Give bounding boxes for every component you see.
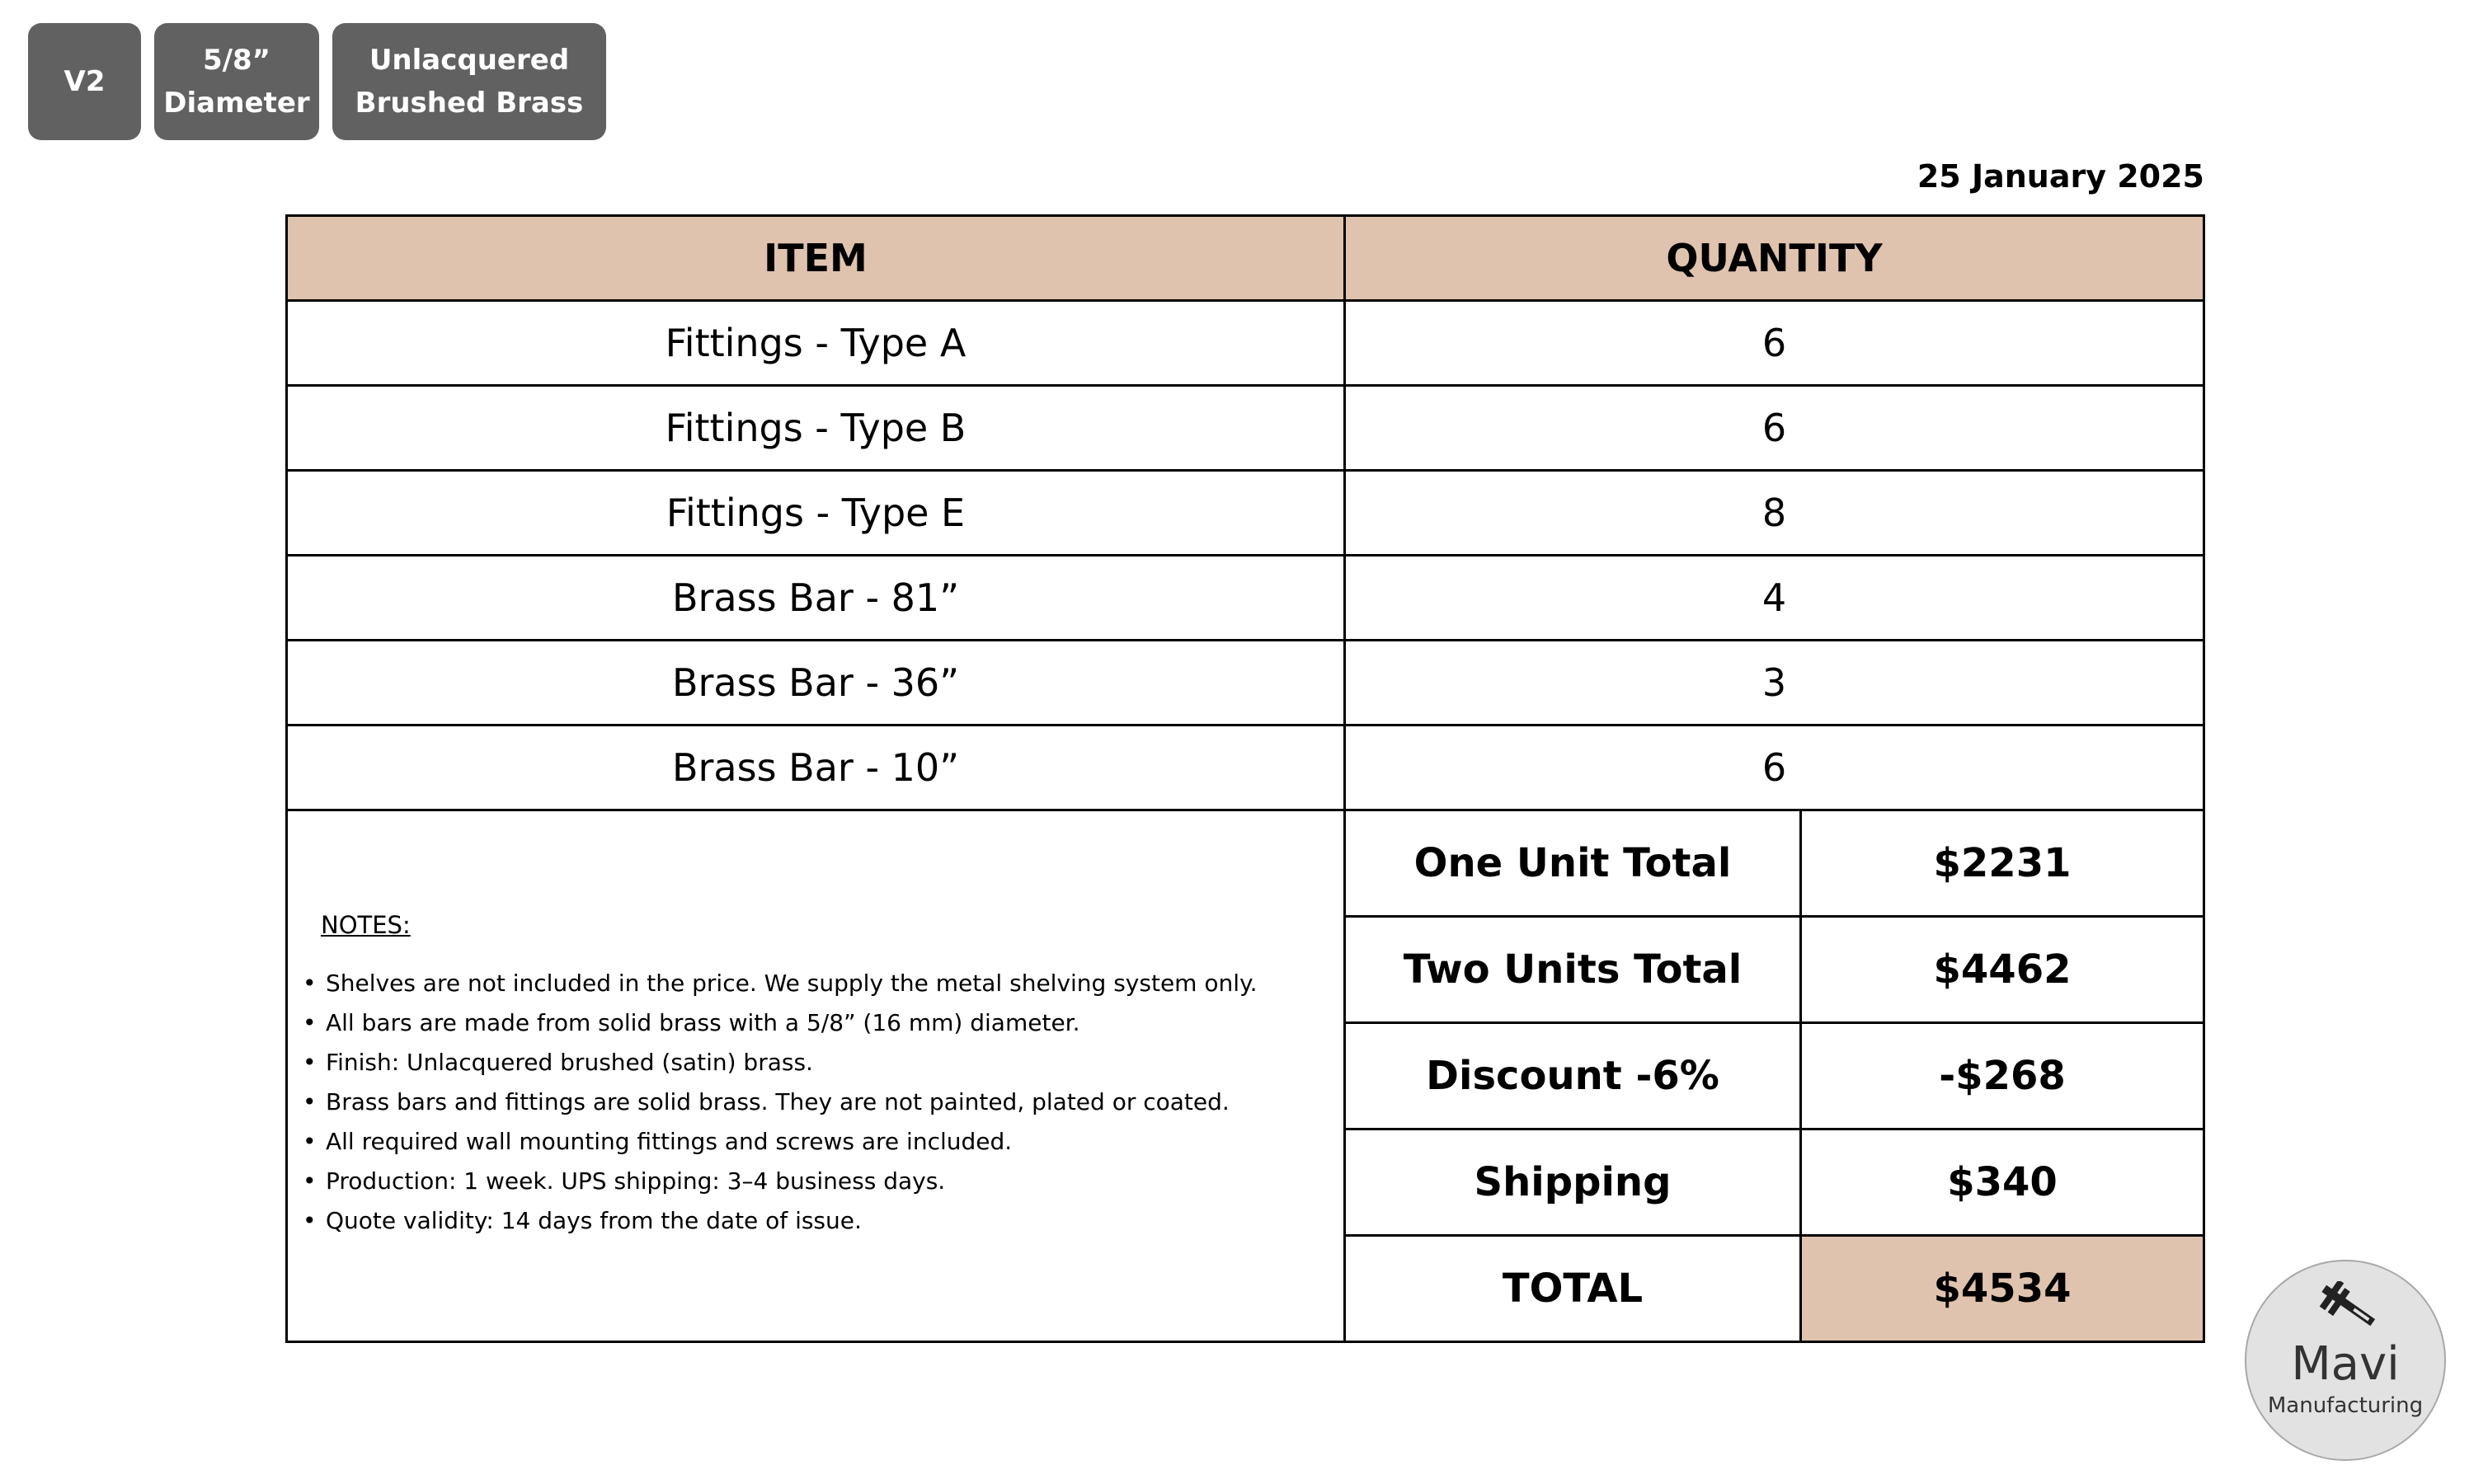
notes-title: NOTES: bbox=[321, 911, 411, 939]
total-value: $4534 bbox=[1801, 1236, 2204, 1342]
summary-label: Discount -6% bbox=[1345, 1023, 1801, 1129]
item-cell: Fittings - Type B bbox=[287, 386, 1345, 471]
table-row bbox=[287, 726, 2204, 810]
version-tag-line: V2 bbox=[63, 65, 106, 98]
summary-label: One Unit Total bbox=[1345, 810, 1801, 917]
summary-row-one-unit bbox=[287, 810, 2204, 917]
company-logo bbox=[2245, 1260, 2446, 1461]
summary-value: $2231 bbox=[1801, 810, 2204, 917]
finish-tag bbox=[332, 23, 606, 140]
quantity-cell: 6 bbox=[1345, 386, 2204, 471]
quantity-cell: 8 bbox=[1345, 471, 2204, 556]
diameter-tag bbox=[154, 23, 319, 140]
item-cell: Fittings - Type E bbox=[287, 471, 1345, 556]
item-cell: Fittings - Type A bbox=[287, 301, 1345, 386]
note-item: • All bars are made from solid brass with a 5/8” (16 mm) diameter. bbox=[303, 1009, 1080, 1036]
table-row bbox=[287, 556, 2204, 641]
total-label: TOTAL bbox=[1345, 1236, 1801, 1342]
item-cell: Brass Bar - 10” bbox=[287, 726, 1345, 810]
caliper-icon bbox=[2312, 1281, 2382, 1334]
note-item: • Brass bars and fittings are solid brass. They are not painted, plated or coated. bbox=[303, 1088, 1230, 1115]
notes-list bbox=[303, 964, 1310, 1241]
notes-section bbox=[287, 810, 1345, 1342]
summary-value: -$268 bbox=[1801, 1023, 2204, 1129]
quantity-column-header: QUANTITY bbox=[1345, 216, 2204, 301]
logo-name: Mavi bbox=[2291, 1337, 2400, 1391]
quantity-cell: 3 bbox=[1345, 641, 2204, 726]
item-cell: Brass Bar - 36” bbox=[287, 641, 1345, 726]
quote-table bbox=[285, 214, 2205, 1343]
summary-label: Shipping bbox=[1345, 1129, 1801, 1236]
quantity-cell: 6 bbox=[1345, 301, 2204, 386]
finish-tag-line-1: Unlacquered bbox=[369, 44, 570, 77]
table-row bbox=[287, 641, 2204, 726]
summary-value: $340 bbox=[1801, 1129, 2204, 1236]
note-item: • All required wall mounting fittings and screws are included. bbox=[303, 1128, 1013, 1155]
logo-subtitle: Manufacturing bbox=[2267, 1393, 2424, 1418]
note-item: • Quote validity: 14 days from the date of issue. bbox=[303, 1207, 862, 1234]
item-column-header: ITEM bbox=[287, 216, 1345, 301]
table-row bbox=[287, 471, 2204, 556]
quantity-cell: 6 bbox=[1345, 726, 2204, 810]
table-header-row bbox=[287, 216, 2204, 301]
item-cell: Brass Bar - 81” bbox=[287, 556, 1345, 641]
version-tag bbox=[28, 23, 141, 140]
quote-date: 25 January 2025 bbox=[1917, 158, 2204, 195]
finish-tag-line-2: Brushed Brass bbox=[355, 87, 584, 120]
note-item: • Production: 1 week. UPS shipping: 3–4 business days. bbox=[303, 1167, 946, 1195]
note-item: • Finish: Unlacquered brushed (satin) brass. bbox=[303, 1049, 813, 1076]
table-row bbox=[287, 386, 2204, 471]
diameter-tag-line-1: 5/8” bbox=[202, 44, 271, 77]
table-row bbox=[287, 301, 2204, 386]
summary-label: Two Units Total bbox=[1345, 917, 1801, 1023]
diameter-tag-line-2: Diameter bbox=[163, 87, 310, 120]
quantity-cell: 4 bbox=[1345, 556, 2204, 641]
note-item: • Shelves are not included in the price. We supply the metal shelving system only. bbox=[303, 970, 1258, 997]
summary-value: $4462 bbox=[1801, 917, 2204, 1023]
